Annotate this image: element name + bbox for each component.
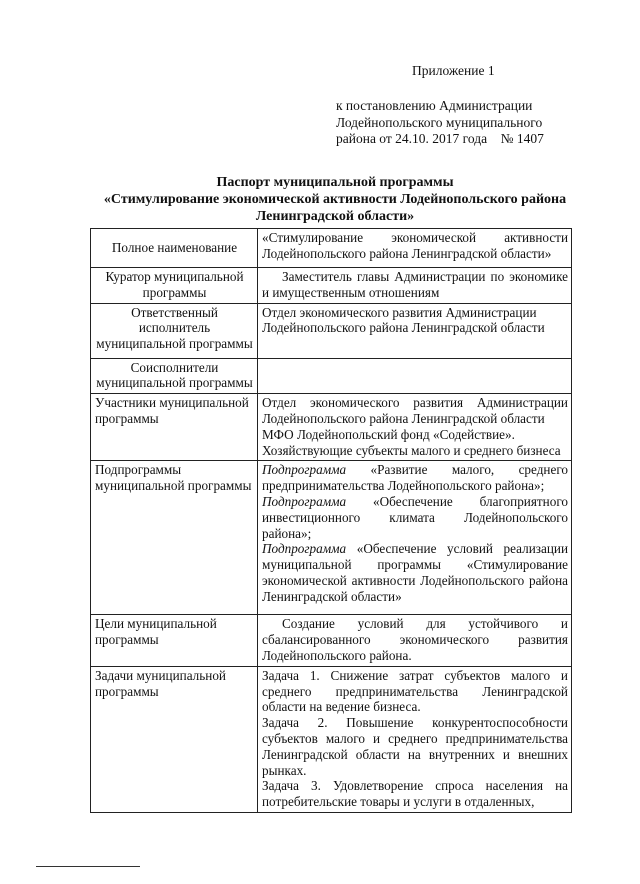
row-label: Полное наименование xyxy=(91,229,258,268)
table-row xyxy=(91,666,572,812)
subprogram-item: Подпрограмма «Обеспечение благоприятного инвестиционного климата Лодейнопольского района»; xyxy=(262,493,568,541)
resolution-line: района от 24.10. 2017 года № 1407 xyxy=(336,131,544,146)
row-label: Цели муниципальной программы xyxy=(91,615,258,666)
title-line: Ленинградской области» xyxy=(255,209,415,224)
row-value: Отдел экономического развития Администрации Лодейнопольского района Ленинградской области xyxy=(258,303,572,358)
title-line: «Стимулирование экономической активности Лодейнопольского района xyxy=(103,192,567,207)
row-label: Задачи муниципальной программы xyxy=(91,666,258,812)
participant-item: МФО Лодейнопольский фонд «Содействие». xyxy=(262,426,515,442)
table-row xyxy=(91,394,572,461)
appendix-label: Приложение 1 xyxy=(412,63,495,78)
table-row xyxy=(91,303,572,358)
row-value xyxy=(258,394,572,461)
task-item: Задача 3. Удовлетворение спроса населения на потребительские товары и услуги в отдаленных, xyxy=(262,778,568,810)
row-value: Заместитель главы Администрации по экономике и имущественным отношениям xyxy=(258,268,572,304)
row-value xyxy=(258,358,572,394)
table-row xyxy=(91,615,572,666)
resolution-reference xyxy=(336,98,596,148)
row-value: Создание условий для устойчивого и сбалансированного экономического развития Лодейнопольского района. xyxy=(258,615,572,666)
table-row xyxy=(91,461,572,615)
table-row xyxy=(91,268,572,304)
row-value xyxy=(258,666,572,812)
task-item: Задача 1. Снижение затрат субъектов малого и среднего предпринимательства Ленинградской области на ведение бизнеса. xyxy=(262,667,568,715)
row-value: «Стимулирование экономической активности Лодейнопольского района Ленинградской области» xyxy=(258,229,572,268)
row-label: Подпрограммы муниципальной программы xyxy=(91,461,258,615)
subprogram-item: Подпрограмма «Обеспечение условий реализации муниципальной программы «Стимулирование экономической активности Лодейнопольского района Ленинградской области» xyxy=(262,541,568,604)
task-item: Задача 2. Повышение конкурентоспособности субъектов малого и среднего предпринимательства Ленинградской области на внутренних и внешних рынках. xyxy=(262,715,568,778)
row-label: Куратор муниципальной программы xyxy=(91,268,258,304)
passport-table xyxy=(90,228,572,813)
row-label: Ответственный исполнитель муниципальной программы xyxy=(91,303,258,358)
title-line: Паспорт муниципальной программы xyxy=(216,175,454,190)
resolution-line: Лодейнопольского муниципального xyxy=(336,114,543,130)
participant-item: Отдел экономического развития Администрации Лодейнопольского района Ленинградской области xyxy=(262,395,568,426)
table-row xyxy=(91,229,572,268)
row-label: Участники муниципальной программы xyxy=(91,394,258,461)
participant-item: Хозяйствующие субъекты малого и среднего бизнеса xyxy=(262,442,561,458)
table-row xyxy=(91,358,572,394)
subprogram-item: Подпрограмма «Развитие малого, среднего предпринимательства Лодейнопольского района»; xyxy=(262,462,568,494)
row-value xyxy=(258,461,572,615)
footnote-divider xyxy=(36,866,140,867)
resolution-line: к постановлению Администрации xyxy=(336,98,533,113)
document-title xyxy=(60,174,610,225)
row-label: Соисполнители муниципальной программы xyxy=(91,358,258,394)
